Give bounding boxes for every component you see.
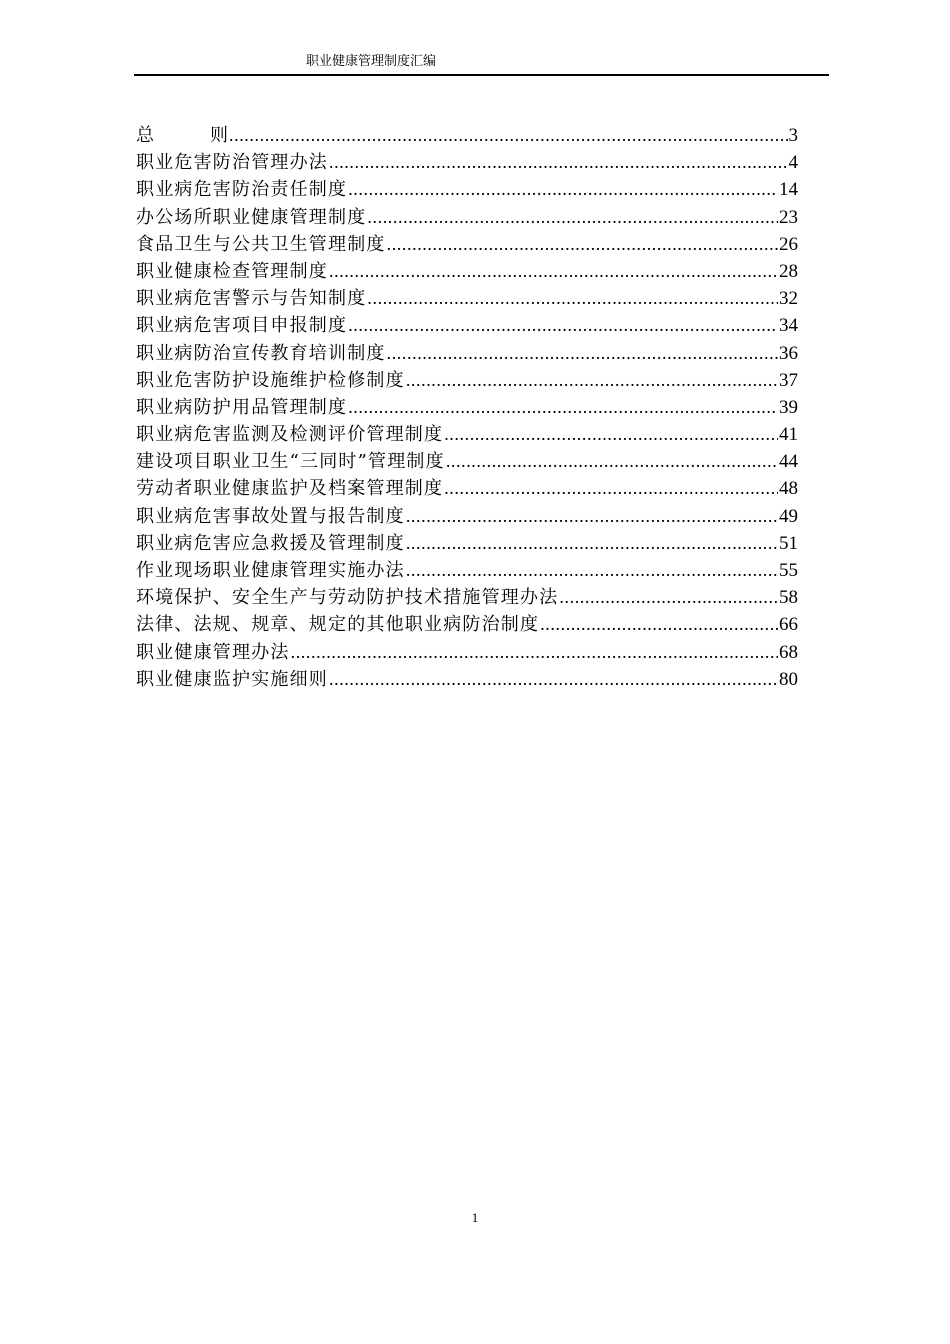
toc-entry-page: 37	[779, 369, 798, 391]
toc-entry[interactable]	[136, 176, 798, 203]
page-number: 1	[471, 1210, 479, 1225]
toc-entry-title: 职业病危害警示与告知制度	[136, 288, 367, 310]
toc-entry-title: 职业危害防治管理办法	[136, 152, 328, 174]
toc-entry-page: 39	[779, 396, 798, 418]
toc-entry[interactable]	[136, 448, 798, 475]
toc-entry-title: 职业病危害项目申报制度	[136, 315, 348, 337]
toc-leader-dots	[406, 530, 778, 557]
toc-entry-page: 23	[779, 206, 798, 228]
toc-entry-title: 职业危害防护设施维护检修制度	[136, 369, 405, 391]
toc-entry-title: 职业病危害监测及检测评价管理制度	[136, 424, 444, 446]
toc-entry-page: 34	[779, 315, 798, 337]
toc-leader-dots	[329, 258, 778, 285]
toc-entry[interactable]	[136, 258, 798, 285]
toc-entry[interactable]	[136, 503, 798, 530]
toc-entry-page: 44	[779, 451, 798, 473]
toc-leader-dots	[540, 611, 778, 638]
toc-leader-dots	[329, 666, 778, 693]
table-of-contents	[136, 122, 798, 693]
toc-entry-title: 环境保护、安全生产与劳动防护技术措施管理办法	[136, 587, 559, 609]
toc-entry[interactable]	[136, 666, 798, 693]
toc-entry-title: 职业健康检查管理制度	[136, 260, 328, 282]
toc-entry-page: 49	[779, 505, 798, 527]
toc-entry[interactable]	[136, 639, 798, 666]
header-title: 职业健康管理制度汇编	[306, 54, 437, 69]
toc-leader-dots	[446, 448, 778, 475]
toc-entry-page: 36	[779, 342, 798, 364]
toc-entry-page: 4	[788, 152, 798, 174]
toc-entry-title: 职业健康监护实施细则	[136, 668, 328, 690]
toc-entry-page: 51	[779, 532, 798, 554]
toc-entry[interactable]	[136, 149, 798, 176]
toc-entry-page: 28	[779, 260, 798, 282]
toc-entry-title: 职业病危害防治责任制度	[136, 179, 348, 201]
toc-leader-dots	[559, 584, 778, 611]
toc-leader-dots	[348, 176, 778, 203]
toc-entry-page: 14	[779, 179, 798, 201]
toc-entry[interactable]	[136, 611, 798, 638]
toc-leader-dots	[367, 285, 778, 312]
toc-entry-page: 32	[779, 288, 798, 310]
toc-leader-dots	[406, 503, 778, 530]
toc-entry[interactable]	[136, 394, 798, 421]
toc-entry-title: 职业病危害事故处置与报告制度	[136, 505, 405, 527]
toc-entry[interactable]	[136, 557, 798, 584]
toc-leader-dots	[329, 149, 788, 176]
toc-leader-dots	[387, 340, 778, 367]
toc-leader-dots	[229, 122, 788, 149]
toc-entry-title-part: 总	[136, 125, 154, 146]
toc-entry[interactable]	[136, 475, 798, 502]
toc-entry-title: 办公场所职业健康管理制度	[136, 206, 367, 228]
toc-leader-dots	[444, 421, 778, 448]
toc-leader-dots	[444, 475, 778, 502]
toc-entry[interactable]	[136, 340, 798, 367]
toc-entry-page: 66	[779, 614, 798, 636]
toc-entry-page: 48	[779, 478, 798, 500]
toc-entry-page: 68	[779, 641, 798, 663]
toc-entry[interactable]	[136, 530, 798, 557]
toc-leader-dots	[406, 367, 778, 394]
toc-entry-title-part: 则	[210, 125, 228, 146]
toc-entry[interactable]	[136, 231, 798, 258]
toc-entry-title: 建设项目职业卫生“三同时”管理制度	[136, 451, 445, 473]
toc-entry[interactable]	[136, 421, 798, 448]
toc-entry-title: 职业健康管理办法	[136, 641, 290, 663]
toc-entry-page: 58	[779, 587, 798, 609]
toc-leader-dots	[348, 394, 778, 421]
page-header	[134, 54, 829, 76]
toc-entry[interactable]	[136, 584, 798, 611]
toc-leader-dots	[406, 557, 778, 584]
toc-entry-title: 食品卫生与公共卫生管理制度	[136, 233, 386, 255]
toc-leader-dots	[387, 231, 778, 258]
toc-entry[interactable]	[136, 285, 798, 312]
toc-entry[interactable]	[136, 204, 798, 231]
toc-entry[interactable]	[136, 122, 798, 149]
toc-entry-title: 职业病防护用品管理制度	[136, 396, 348, 418]
toc-entry-title: 职业病防治宣传教育培训制度	[136, 342, 386, 364]
toc-entry-page: 55	[779, 560, 798, 581]
toc-entry-page: 41	[779, 424, 798, 446]
toc-entry-page: 3	[788, 125, 798, 146]
toc-entry-page: 26	[779, 233, 798, 255]
toc-entry[interactable]	[136, 367, 798, 394]
toc-entry[interactable]	[136, 312, 798, 339]
toc-leader-dots	[367, 204, 778, 231]
toc-entry-title	[136, 122, 228, 149]
toc-leader-dots	[291, 639, 778, 666]
toc-entry-page: 80	[779, 668, 798, 690]
toc-leader-dots	[348, 312, 778, 339]
toc-entry-title: 法律、法规、规章、规定的其他职业病防治制度	[136, 614, 540, 636]
toc-entry-title: 劳动者职业健康监护及档案管理制度	[136, 478, 444, 500]
toc-entry-title: 作业现场职业健康管理实施办法	[136, 560, 405, 581]
toc-entry-title: 职业病危害应急救援及管理制度	[136, 532, 405, 554]
